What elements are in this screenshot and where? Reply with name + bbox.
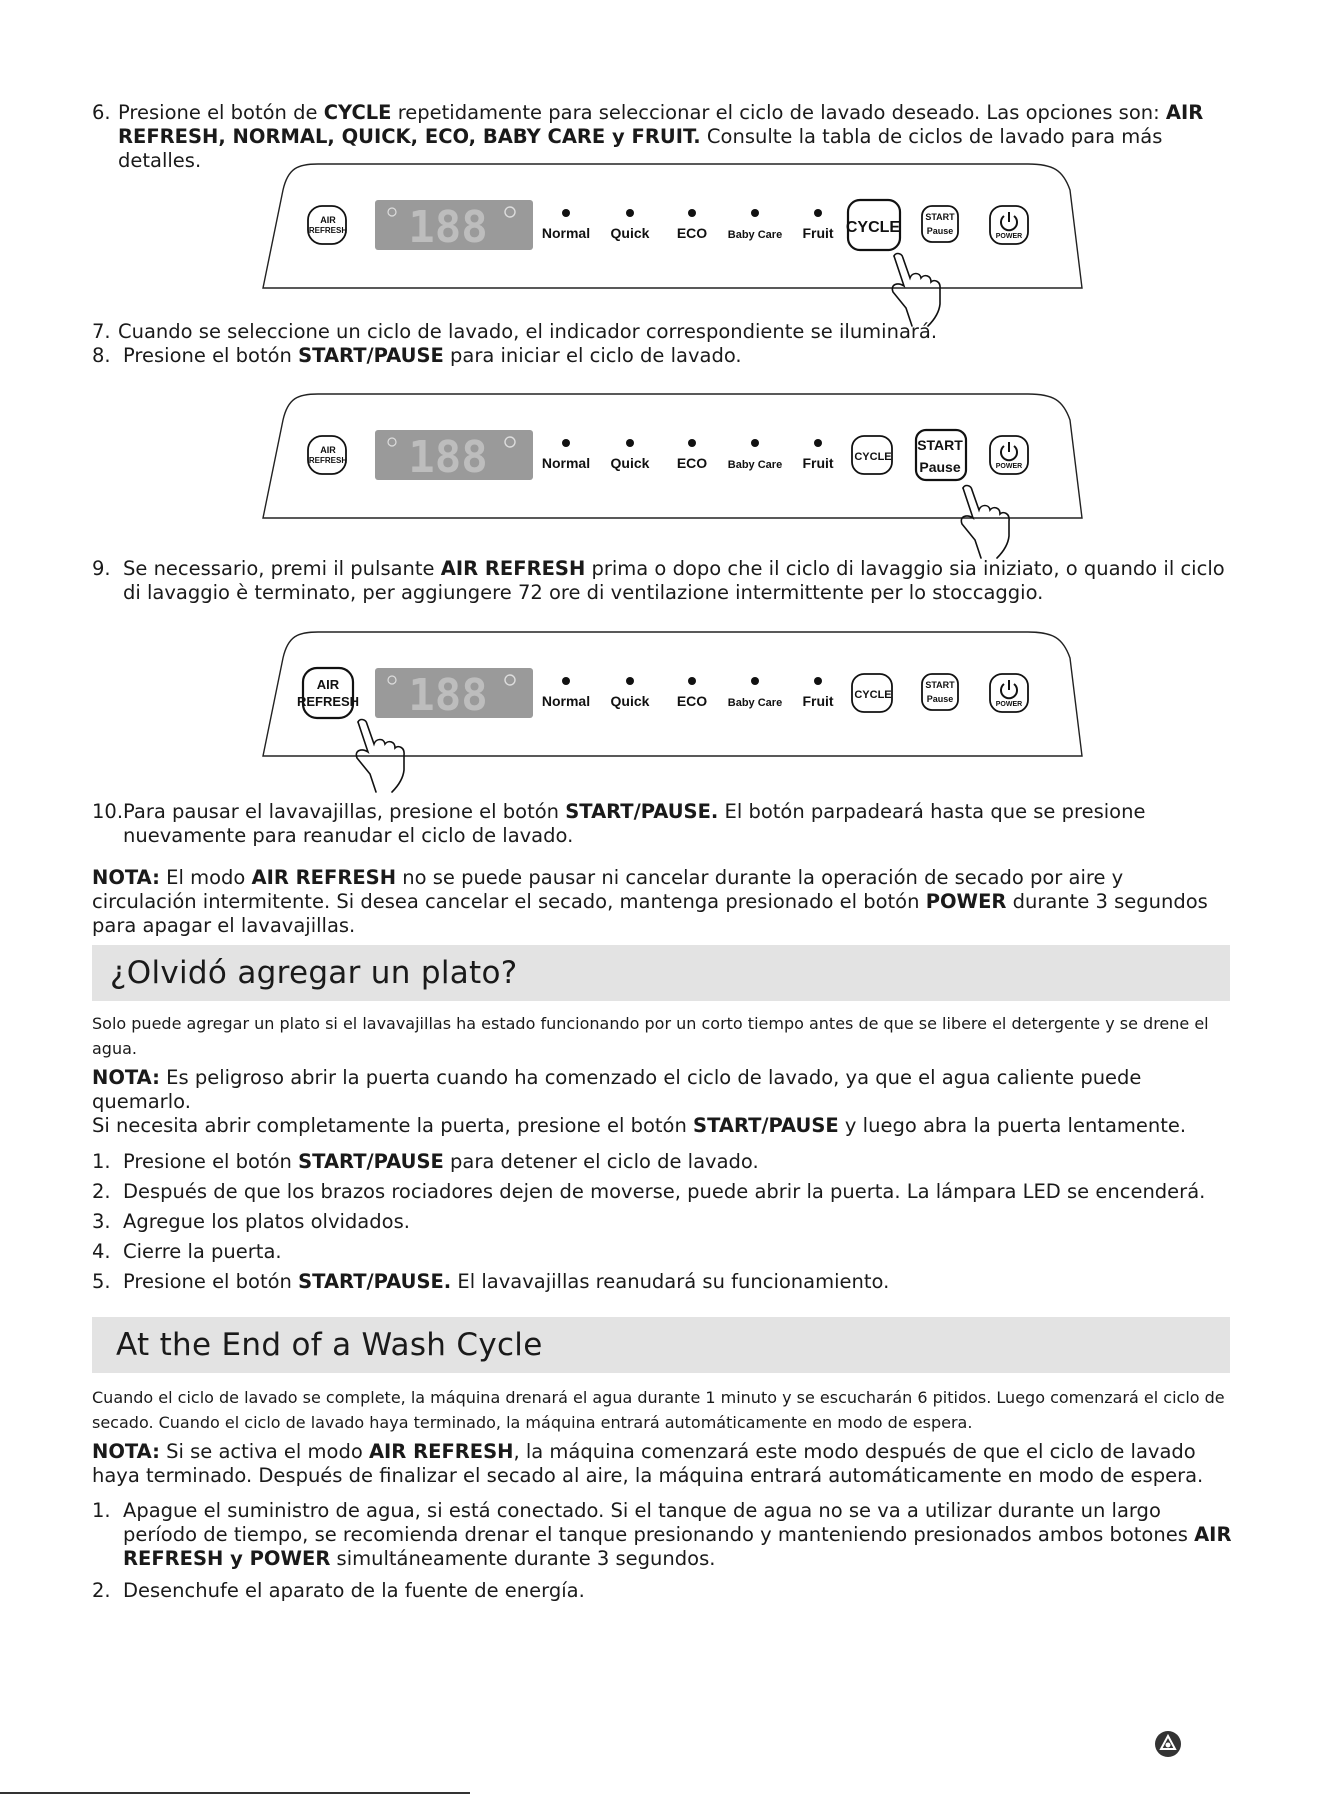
panel-drawing [258,390,1084,550]
text-run: Presione el botón [123,1270,299,1293]
brand-logo-icon [1154,1730,1182,1758]
step-number: 1. [92,1499,111,1522]
step-5 [92,1270,1232,1294]
air-refresh-label: REFRESH [296,694,360,709]
indicator-dot [626,677,634,685]
bold-text: NOTA: [92,1066,160,1089]
text-run: Apague el suministro de agua, si está conectado. Si el tanque de agua no se va a utilizar durante un largo período de tiempo, se recomienda drenar el tanque presionando y manteniendo presionados ambos botones [123,1499,1195,1546]
cycle-label: Quick [610,455,650,471]
bold-text: NOTA: [92,1440,160,1463]
step-number: 9. [92,557,111,580]
section1-note [92,1066,1232,1114]
text-run: no se puede pausar ni cancelar durante la operación de secado por aire y circulación intermitente. Si desea cancelar el secado, mantenga presionado el botón [92,866,1124,913]
cycle-label: ECO [676,693,708,709]
cycle-label: Fruit [802,693,834,709]
step-2 [92,1579,1232,1603]
step-text [123,344,1232,368]
indicator-dot [814,677,822,685]
step-text [123,1180,1232,1204]
step-text [123,1270,1232,1294]
step-8 [92,344,1232,368]
indicator-dot [562,209,570,217]
text-run: Después de que los brazos rociadores dejen de moverse, puede abrir la puerta. La lámpara LED se encenderá. [123,1180,1206,1203]
section-header-forgot-dish [92,945,1230,1001]
bold-text: POWER [925,890,1007,913]
bold-text: AIR REFRESH [251,866,397,889]
air-refresh-label: AIR [316,677,340,692]
indicator-dot [562,677,570,685]
bold-text: START/PAUSE. [298,1270,452,1293]
air-refresh-button[interactable] [297,668,359,718]
text-run: durante 3 segundos para apagar el lavavajillas. [92,890,1208,937]
cycle-label: Fruit [802,455,834,471]
power-button[interactable] [990,206,1028,244]
bold-text: START/PAUSE [298,344,444,367]
bold-text: AIR REFRESH, NORMAL, QUICK, ECO, BABY CARE y FRUIT. [118,101,1204,148]
bold-text: NOTA: [92,866,160,889]
section1-intro: Solo puede agregar un plato si el lavavajillas ha estado funcionando por un corto tiempo antes de que se libere el detergente y se drene el agua. [92,1014,1209,1058]
text-run: , la máquina comenzará este modo después de que el ciclo de lavado haya terminado. Después de finalizar el secado al aire, la máquina entrará automáticamente en modo de espera. [92,1440,1204,1487]
control-panel-cycle [258,160,1084,296]
section1-open-door [92,1114,1232,1138]
air-refresh-button[interactable] [308,436,347,474]
text-run: Si se activa el modo [159,1440,369,1463]
start-pause-button[interactable] [916,430,966,480]
pause-label: Pause [926,694,954,704]
pause-label: Pause [919,459,961,475]
bold-text: AIR REFRESH [440,557,586,580]
control-panel-air-refresh [258,628,1084,764]
step-number: 8. [92,344,111,367]
cycle-label: Quick [610,693,650,709]
indicator-dot [751,439,759,447]
text-run: El botón parpadeará hasta que se presione nuevamente para reanudar el ciclo de lavado. [123,800,1146,847]
text-run: repetidamente para seleccionar el ciclo de lavado deseado. Las opciones son: [391,101,1166,124]
cycle-button[interactable] [852,674,892,712]
step-10 [92,800,1232,848]
step-number: 7. [92,320,111,343]
cycle-button-label: CYCLE [854,689,892,701]
text-run: para iniciar el ciclo de lavado. [443,344,742,367]
step-text [123,1240,1232,1264]
cycle-button[interactable] [852,436,892,474]
text-run: Cierre la puerta. [123,1240,282,1263]
digital-display [375,200,533,253]
start-label: START [925,212,955,222]
cycle-label: Normal [541,225,591,241]
step-number: 2. [92,1180,111,1203]
bold-text: AIR REFRESH [368,1440,514,1463]
display-digits: 188 [408,202,488,253]
pause-label: Pause [926,226,954,236]
cycle-label: Baby Care [727,697,783,709]
text-run: para detener el ciclo de lavado. [443,1150,759,1173]
text-run: Presione el botón [123,344,299,367]
air-refresh-label: REFRESH [308,226,348,235]
indicator-dot [688,439,696,447]
indicator-dot [814,209,822,217]
step-3 [92,1210,1232,1234]
air-refresh-button[interactable] [308,206,347,244]
cycle-label: Fruit [802,225,834,241]
text-run: Desenchufe el aparato de la fuente de energía. [123,1579,585,1602]
text-run: simultáneamente durante 3 segundos. [330,1547,716,1570]
text-run: Es peligroso abrir la puerta cuando ha comenzado el ciclo de lavado, ya que el agua caliente puede quemarlo. [92,1066,1142,1113]
indicator-dot [751,209,759,217]
indicator-dot [688,677,696,685]
start-pause-button[interactable] [922,206,958,242]
step-text [118,320,1232,344]
cycle-label: Normal [541,455,591,471]
step-1 [92,1150,1232,1174]
step-9 [92,557,1232,605]
indicator-dot [751,677,759,685]
cycle-button[interactable] [846,200,901,250]
display-digits: 188 [408,432,488,483]
step-4 [92,1240,1232,1264]
text-run: Presione el botón de [118,101,324,124]
indicator-dot [626,439,634,447]
text-run: Se necessario, premi il pulsante [123,557,441,580]
power-label: POWER [995,233,1023,240]
bold-text: START/PAUSE [693,1114,839,1137]
power-label: POWER [995,701,1023,708]
cycle-label: Baby Care [727,459,783,471]
step-text [123,1150,1232,1174]
panel-drawing [258,160,1084,320]
footer-rule [0,1792,470,1794]
cycle-label: ECO [676,225,708,241]
indicator-dot [688,209,696,217]
step-number: 5. [92,1270,111,1293]
text-run: El lavavajillas reanudará su funcionamiento. [451,1270,890,1293]
section-header-end-of-cycle [92,1317,1230,1373]
step-number: 4. [92,1240,111,1263]
start-pause-button[interactable] [922,674,958,710]
air-refresh-label: AIR [320,215,336,225]
cycle-label: Quick [610,225,650,241]
panel-drawing [258,628,1084,788]
section-title: At the End of a Wash Cycle [116,1327,543,1363]
step-text [123,1210,1232,1234]
section2-note [92,1440,1232,1488]
step-text [123,800,1232,848]
cycle-label: Normal [541,693,591,709]
control-panel-start [258,390,1084,526]
indicator-dot [626,209,634,217]
step-7 [92,320,1232,344]
text-run: y luego abra la puerta lentamente. [838,1114,1187,1137]
section2-intro: Cuando el ciclo de lavado se complete, la máquina drenará el agua durante 1 minuto y se escucharán 6 pitidos. Luego comenzará el ciclo de secado. Cuando el ciclo de lavado haya terminado, la máquina entrará automáticamente en modo de espera. [92,1388,1225,1432]
bold-text: START/PAUSE. [565,800,719,823]
step-number: 6. [92,101,111,124]
text-run: Presione el botón [123,1150,299,1173]
cycle-button-label: CYCLE [845,219,901,236]
bold-text: START/PAUSE [298,1150,444,1173]
cycle-label: Baby Care [727,229,783,241]
section-title: ¿Olvidó agregar un plato? [110,955,518,991]
step-number: 10. [92,800,124,823]
step-number: 3. [92,1210,111,1233]
step-1 [92,1499,1232,1571]
text-run: El modo [159,866,252,889]
power-label: POWER [995,463,1023,470]
step-2 [92,1180,1232,1204]
air-refresh-label: REFRESH [308,456,348,465]
text-run: Cuando se seleccione un ciclo de lavado, el indicador correspondiente se iluminará. [118,320,938,343]
text-run: Agregue los platos olvidados. [123,1210,410,1233]
digital-display [375,668,533,721]
cycle-label: ECO [676,455,708,471]
step-text [123,1579,1232,1603]
indicator-dot [814,439,822,447]
start-label: START [917,437,963,453]
text-run: Consulte la tabla de ciclos de lavado para más detalles. [118,125,1163,172]
text-run: Para pausar el lavavajillas, presione el botón [123,800,566,823]
indicator-dot [562,439,570,447]
note-air-refresh [92,866,1232,938]
power-button[interactable] [990,674,1028,712]
step-text [123,1499,1232,1571]
text-run: Si necesita abrir completamente la puerta, presione el botón [92,1114,694,1137]
step-number: 1. [92,1150,111,1173]
cycle-button-label: CYCLE [854,451,892,463]
step-number: 2. [92,1579,111,1602]
text-run: prima o dopo che il ciclo di lavaggio sia iniziato, o quando il ciclo di lavaggio è terminato, per aggiungere 72 ore di ventilazione intermittente per lo stoccaggio. [123,557,1225,604]
digital-display [375,430,533,483]
step-text [123,557,1232,605]
display-digits: 188 [408,670,488,721]
start-label: START [925,680,955,690]
air-refresh-label: AIR [320,445,336,455]
bold-text: AIR REFRESH y POWER [123,1523,1232,1570]
bold-text: CYCLE [323,101,392,124]
power-button[interactable] [990,436,1028,474]
